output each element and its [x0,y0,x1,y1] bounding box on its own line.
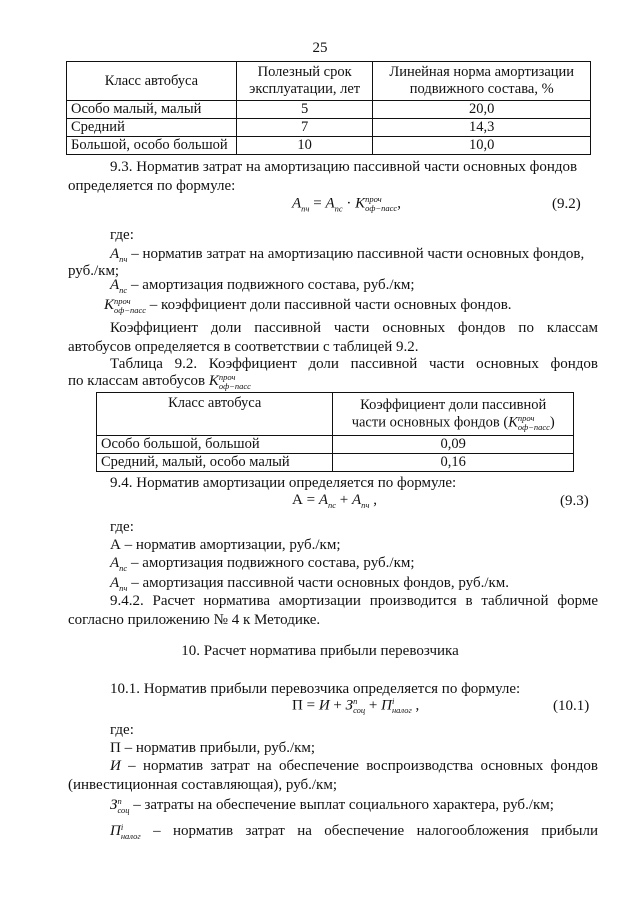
table-row [97,454,574,472]
formula-index-stack [121,823,141,841]
formula-subscript: оф−пасс [113,304,147,315]
formula-superscript: проч [218,371,236,382]
definition-line: П – норматив прибыли, руб./км; [110,740,316,756]
table-caption [68,372,251,391]
header-text: Коэффициент доли пассивной [360,396,547,413]
formula-superscript: i [391,696,395,706]
formula-subscript: оф−пасс [517,421,550,432]
formula-superscript: проч [365,194,382,204]
formula-operator: , [369,492,377,508]
formula-symbol: К [208,373,219,389]
definition-line: (инвестиционная составляющая), руб./км; [68,777,337,793]
formula-symbol: К [355,195,366,212]
table-cell: 0,16 [333,454,574,472]
formula-symbol: А [351,492,362,508]
paragraph: автобусов определяется в соответствии с таблицей 9.2. [68,339,419,355]
table-cell: Средний [67,119,237,137]
formula-symbol: А [325,195,335,212]
page-number: 25 [312,40,328,56]
formula-symbol: А [110,555,120,571]
formula-operator: = [302,697,319,714]
paragraph: согласно приложению № 4 к Методике. [68,612,321,628]
equation-number: (9.2) [552,196,581,212]
formula-symbol: А [292,195,302,212]
formula-subscript: пч [119,254,128,264]
formula-symbol: З [345,697,354,714]
formula-symbol: И [318,697,330,714]
formula-index-stack [392,697,412,715]
table-cell: 14,3 [373,119,591,137]
equation-number: (10.1) [553,698,590,714]
formula-superscript: i [120,821,124,832]
formula-symbol: З [110,797,118,813]
paragraph: 9.4.2. Расчет норматива амортизации производится в табличной форме [110,593,598,609]
definition-text: – затраты на обеспечение выплат социального характера, руб./км; [129,797,554,813]
table-cell: 7 [236,119,373,137]
formula-operator: · [342,195,356,212]
formula-symbol: А [292,492,303,508]
table-cell: Особо малый, малый [67,101,237,119]
table-cell: 0,09 [333,436,574,454]
formula-subscript: оф−пасс [365,203,398,213]
formula-symbol: И [110,758,121,774]
definition-line: А – норматив амортизации, руб./км; [110,537,341,553]
definition-line [68,757,598,776]
caption-text: по классам автобусов [68,373,209,389]
formula-subscript: пч [361,500,370,510]
definition-line [110,796,554,815]
table-header-row [97,393,574,436]
definition-text: – амортизация подвижного состава, руб./км; [127,555,415,571]
formula-operator: + [329,697,346,714]
formula-subscript: налог [391,705,412,715]
table-header-cell: Линейная норма амортизации подвижного состава, % [373,62,591,101]
formula-operator: , [411,697,420,714]
formula-operator: + [336,492,352,508]
definition-line: руб./км; [68,263,120,279]
table-row [67,101,591,119]
definition-line [110,245,584,269]
formula-10-1 [292,697,419,715]
header-text: части основных фондов ( [351,413,509,430]
formula-subscript: пч [301,203,310,214]
depreciation-table [66,61,591,155]
formula-operator: = [309,195,326,212]
formula-symbol: П [292,697,303,714]
formula-index-stack [518,414,550,432]
definition-text: – норматив затрат на обеспечение налогообложения прибыли [140,823,598,839]
formula-operator: + [365,697,382,714]
section-heading: 10. Расчет норматива прибыли перевозчика [181,643,459,659]
formula-index-stack [219,373,251,391]
formula-subscript: налог [120,830,141,841]
table-header-cell [333,393,574,436]
table-row [97,436,574,454]
formula-symbol: А [318,492,328,508]
definition-text: – норматив затрат на обеспечение воспроизводства основных фондов [120,758,598,774]
formula-symbol: А [110,277,120,293]
table-header-row [67,62,591,101]
formula-symbol: К [104,297,114,313]
formula-subscript: пс [119,285,128,295]
formula-subscript: пс [119,563,128,573]
formula-superscript: п [353,696,358,706]
table-cell: Особо большой, большой [97,436,333,454]
formula-symbol: А [110,246,120,262]
paragraph: 9.4. Норматив амортизации определяется по формуле: [110,475,457,491]
formula-index-stack [353,697,365,715]
table-header-cell: Полезный срок эксплуатации, лет [236,62,373,101]
definition-line [110,822,598,841]
table-cell: 10 [236,137,373,155]
formula-subscript: соц [353,705,366,715]
definition-line [104,296,512,315]
paragraph: определяется по формуле: [68,178,236,194]
formula-index-stack [114,297,146,315]
table-row [67,137,591,155]
formula-subscript: оф−пасс [218,380,251,391]
formula-index-stack [365,195,397,213]
formula-operator: , [397,195,401,212]
formula-superscript: п [117,795,122,806]
definition-text: – коэффициент доли пассивной части основных фондов. [146,297,512,313]
formula-symbol: П [110,823,121,839]
table-cell: Средний, малый, особо малый [97,454,333,472]
definition-text: – норматив затрат на амортизацию пассивной части основных фондов, [127,246,585,262]
formula-subscript: пс [327,500,337,510]
formula-symbol: П [381,697,392,714]
formula-9-3 [292,492,377,510]
table-cell: 5 [236,101,373,119]
formula-subscript: пч [119,583,128,593]
formula-symbol: К [508,413,518,430]
table-header-cell: Класс автобуса [67,62,237,101]
where-label: где: [110,519,134,535]
table-header-cell: Класс автобуса [97,393,333,436]
paragraph: 10.1. Норматив прибыли перевозчика определяется по формуле: [110,681,521,697]
formula-9-2 [292,195,401,213]
equation-number: (9.3) [560,493,589,509]
where-label: где: [110,722,134,738]
formula-superscript: проч [113,295,131,306]
formula-operator: = [302,492,319,508]
table-cell: 10,0 [373,137,591,155]
formula-index-stack [117,797,129,815]
formula-subscript: соц [117,804,130,815]
paragraph: 9.3. Норматив затрат на амортизацию пассивной части основных фондов [110,159,578,175]
table-caption: Таблица 9.2. Коэффициент доли пассивной части основных фондов [110,356,598,372]
passive-share-table [96,392,574,472]
formula-symbol: А [110,575,120,591]
definition-text: – амортизация пассивной части основных фондов, руб./км. [127,575,510,591]
table-cell: 20,0 [373,101,591,119]
formula-superscript: проч [517,412,535,423]
table-cell: Большой, особо большой [67,137,237,155]
formula-subscript: пс [334,203,343,214]
paragraph: Коэффициент доли пассивной части основных фондов по классам [110,320,598,336]
where-label: где: [110,227,134,243]
header-text: ) [549,413,555,430]
definition-text: – амортизация подвижного состава, руб./км; [127,277,415,293]
table-row [67,119,591,137]
